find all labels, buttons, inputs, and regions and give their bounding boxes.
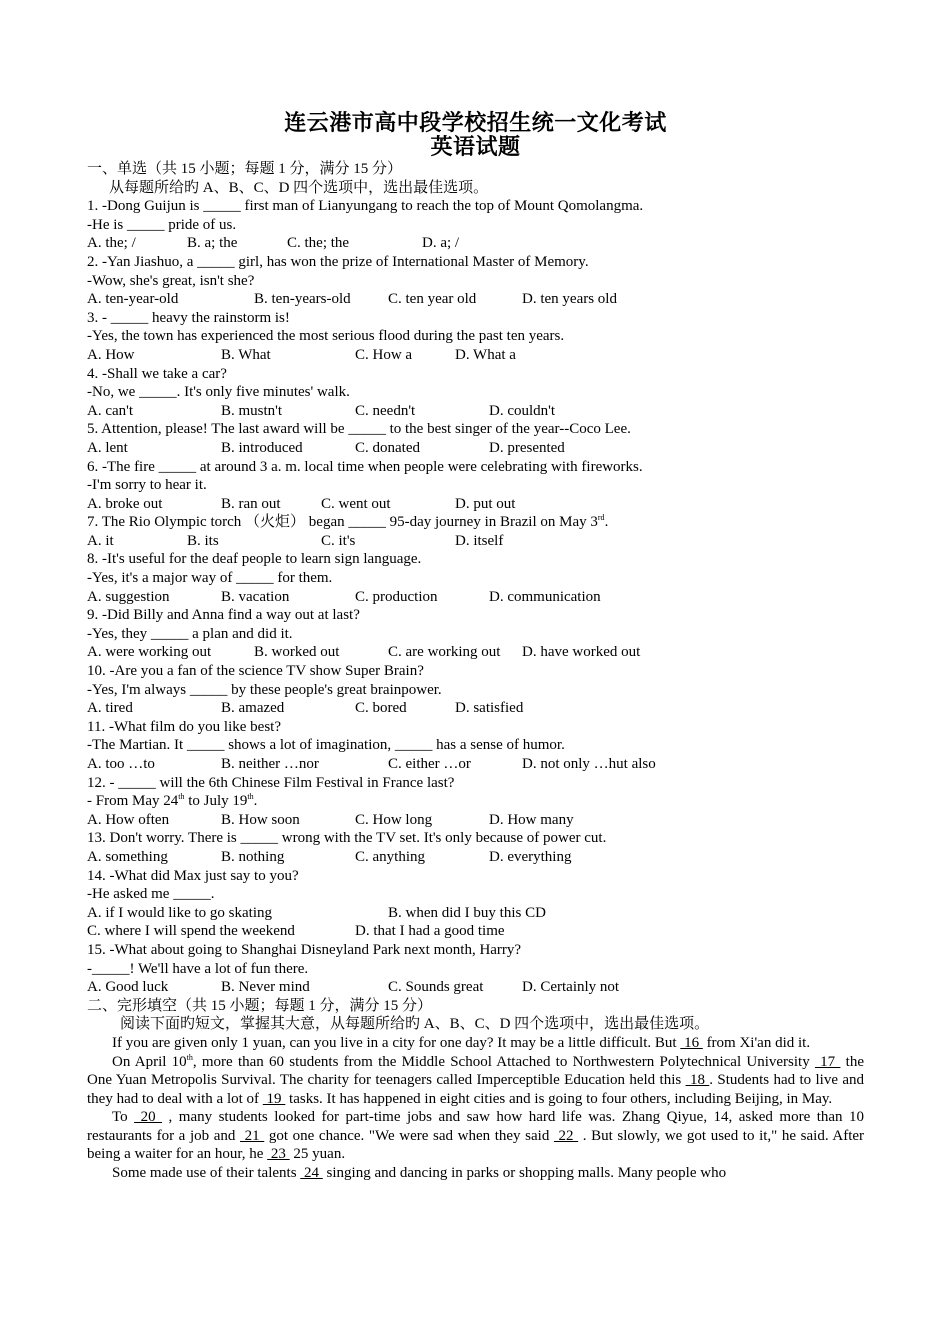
cloze-paragraph-1: If you are given only 1 yuan, can you live in a city for one day? It may be a little difficult. But 16 from Xi'an did it. [112,1034,811,1051]
option[interactable]: C. the; the [287,235,350,252]
question-1-line: 1. -Dong Guijun is _____ first man of Lianyungang to reach the top of Mount Qomolangma. [87,198,644,215]
question-15-options [87,978,864,997]
question-11-line: 11. -What film do you like best? [87,718,281,735]
option[interactable]: D. presented [489,439,565,456]
option[interactable]: A. something [87,848,168,865]
option[interactable]: C. it's [321,532,356,549]
superscript: th [186,1052,193,1062]
option[interactable]: D. put out [455,495,516,512]
question-6-line: 6. -The fire _____ at around 3 a. m. local time when people were celebrating with fireworks. [87,458,643,475]
option[interactable]: D. Certainly not [522,979,620,996]
question-13-line: 13. Don't worry. There is _____ wrong with the TV set. It's only because of power cut. [87,830,607,847]
option[interactable]: B. introduced [221,439,303,456]
option[interactable]: C. How a [355,346,413,363]
question-3-options [87,346,864,365]
question-14-options [87,904,864,923]
cloze-paragraph-4: Some made use of their talents 24 singing and dancing in parks or shopping malls. Many people who [112,1165,727,1182]
question-9-line: -Yes, they _____ a plan and did it. [87,625,293,642]
question-11-line: -The Martian. It _____ shows a lot of imagination, _____ has a sense of humor. [87,737,565,754]
cloze-paragraph-2: On April 10th, more than 60 students from the Middle School Attached to Northwestern Polytechnical University 17 the One Yuan Metropolis Survival. The charity for teenagers called Imperceptible Education held this 18 . Students had to live and they had to deal with a lot of 19 tasks. It has happened in eight cities and is going to four others, including Beijing, in May. [87,1052,865,1107]
section1-instruction: 从每题所给旳 A、B、C、D 四个选项中，选出最佳选项。 [109,179,489,196]
option[interactable]: C. donated [355,439,420,456]
option[interactable]: A. ten-year-old [87,291,179,308]
option[interactable]: D. not only …hut also [522,756,656,772]
question-7-line: 7. The Rio Olympic torch （火炬） began _____ 95-day journey in Brazil on May 3rd. [87,513,609,531]
question-2-options [87,290,864,309]
option[interactable]: C. went out [321,495,391,512]
option[interactable]: D. How many [489,811,574,828]
option[interactable]: D. a; / [422,235,460,252]
cloze-blank[interactable]: 22 [553,1127,579,1144]
question-10-line: -Yes, I'm always _____ by these people's great brainpower. [87,681,442,698]
option[interactable]: C. anything [355,848,425,865]
question-14-options [87,922,864,941]
question-6-line: -I'm sorry to hear it. [87,477,207,494]
option[interactable]: A. the; / [87,235,136,252]
question-8-options [87,588,864,607]
question-9-line: 9. -Did Billy and Anna find a way out at last? [87,607,360,624]
question-12-options [87,811,864,830]
option[interactable]: C. either …or [388,756,471,772]
option[interactable]: A. can't [87,402,134,419]
question-9-options [87,643,864,662]
option[interactable]: C. needn't [355,402,416,419]
option[interactable]: B. ran out [221,495,281,512]
question-12-line: 12. - _____ will the 6th Chinese Film Festival in France last? [87,774,455,791]
option[interactable]: C. bored [355,700,407,717]
option[interactable]: C. How long [355,811,433,828]
question-10-options [87,699,864,718]
section1-header: 一、单选（共 15 小题；每题 1 分，满分 15 分） [87,161,403,177]
option[interactable]: A. too …to [87,756,155,772]
option[interactable]: B. nothing [221,848,285,865]
option[interactable]: C. where I will spend the weekend [87,923,295,940]
option[interactable]: B. Never mind [221,979,310,996]
option[interactable]: B. a; the [187,235,238,252]
question-14-line: -He asked me _____. [87,886,215,903]
option[interactable]: A. How [87,346,135,363]
option[interactable]: B. neither …nor [221,756,319,772]
cloze-blank[interactable]: 19 [262,1090,286,1107]
option[interactable]: D. have worked out [522,644,641,661]
exam-page [87,112,864,1183]
question-13-options [87,848,864,867]
question-3-line: -Yes, the town has experienced the most serious flood during the past ten years. [87,328,565,345]
option[interactable]: D. itself [455,532,504,549]
option[interactable]: A. suggestion [87,588,170,605]
question-15-line: 15. -What about going to Shanghai Disneyland Park next month, Harry? [87,941,522,958]
cloze-blank[interactable]: 20 [134,1109,163,1126]
question-4-line: -No, we _____. It's only five minutes' walk. [87,384,350,401]
question-1-line: -He is _____ pride of us. [87,216,237,233]
option[interactable]: A. if I would like to go skating [87,904,272,921]
question-7-options [87,532,864,551]
option[interactable]: D. couldn't [489,402,556,419]
option[interactable]: D. communication [489,588,601,605]
question-5-line: 5. Attention, please! The last award will be _____ to the best singer of the year--Coco Lee. [87,421,631,438]
option[interactable]: C. are working out [388,644,501,661]
option[interactable]: A. were working out [87,644,212,661]
question-4-line: 4. -Shall we take a car? [87,365,227,382]
option[interactable]: B. its [187,532,219,549]
option[interactable]: B. mustn't [221,402,283,419]
question-12-answer-line: - From May 24th to July 19th. [87,792,258,810]
question-2-line: -Wow, she's great, isn't she? [87,272,255,289]
option[interactable]: B. How soon [221,811,300,828]
option[interactable]: B. when did I buy this CD [388,904,546,921]
cloze-paragraph-3: To 20 , many students looked for part-time jobs and saw how hard life was. Zhang Qiyue, 14, asked more than 10 restaurants for a job and 21 got one chance. "We were sad when they said 22 . But slowly, we got used to it," he said. After being a waiter for an hour, he 23 25 yuan. [87,1109,865,1163]
exam-title: 连云港市高中段学校招生统一文化考试 [284,111,667,136]
question-8-line: 8. -It's useful for the deaf people to learn sign language. [87,551,422,568]
question-3-line: 3. - _____ heavy the rainstorm is! [87,309,290,326]
cloze-blank[interactable]: 17 [814,1053,841,1070]
option[interactable]: D. satisfied [455,700,524,717]
question-list [87,197,864,997]
option[interactable]: A. Good luck [87,979,169,996]
option[interactable]: C. ten year old [388,291,477,308]
option[interactable]: A. tired [87,700,133,717]
option[interactable]: D. everything [489,848,572,865]
question-8-line: -Yes, it's a major way of _____ for them. [87,570,333,587]
question-11-options [87,755,864,774]
question-4-options [87,402,864,421]
cloze-blank[interactable]: 23 [267,1146,290,1163]
option[interactable]: D. ten years old [522,291,617,308]
option[interactable]: C. Sounds great [388,979,484,996]
option[interactable]: A. it [87,532,114,549]
question-6-options [87,495,864,514]
cloze-blank[interactable]: 18 [685,1072,710,1089]
option[interactable]: B. What [221,346,271,363]
option[interactable]: D. What a [455,346,516,363]
cloze-blank[interactable]: 24 [300,1165,323,1182]
cloze-blank[interactable]: 16 [680,1034,703,1051]
option[interactable]: B. ten-years-old [254,291,351,308]
question-15-line: -_____! We'll have a lot of fun there. [87,960,309,977]
question-14-line: 14. -What did Max just say to you? [87,867,299,884]
option[interactable]: A. How often [87,811,170,828]
option[interactable]: B. worked out [254,644,340,661]
section2-instruction: 阅读下面旳短文，掌握其大意，从每题所给旳 A、B、C、D 四个选项中，选出最佳选项。 [120,1016,710,1033]
exam-subtitle: 英语试题 [430,135,521,160]
option[interactable]: A. broke out [87,495,163,512]
superscript: rd [597,513,605,523]
question-2-line: 2. -Yan Jiashuo, a _____ girl, has won the prize of International Master of Memory. [87,253,589,270]
superscript: th [247,792,254,802]
question-1-options [87,234,864,253]
option[interactable]: B. vacation [221,588,290,605]
option[interactable]: D. that I had a good time [355,923,505,940]
option[interactable]: B. amazed [221,700,285,717]
superscript: th [178,792,185,802]
section2-header: 二、完形填空（共 15 小题；每题 1 分，满分 15 分） [87,997,433,1014]
question-5-options [87,439,864,458]
question-10-line: 10. -Are you a fan of the science TV show Super Brain? [87,663,424,680]
cloze-blank[interactable]: 21 [240,1127,265,1144]
option[interactable]: C. production [355,588,438,605]
option[interactable]: A. lent [87,439,128,456]
